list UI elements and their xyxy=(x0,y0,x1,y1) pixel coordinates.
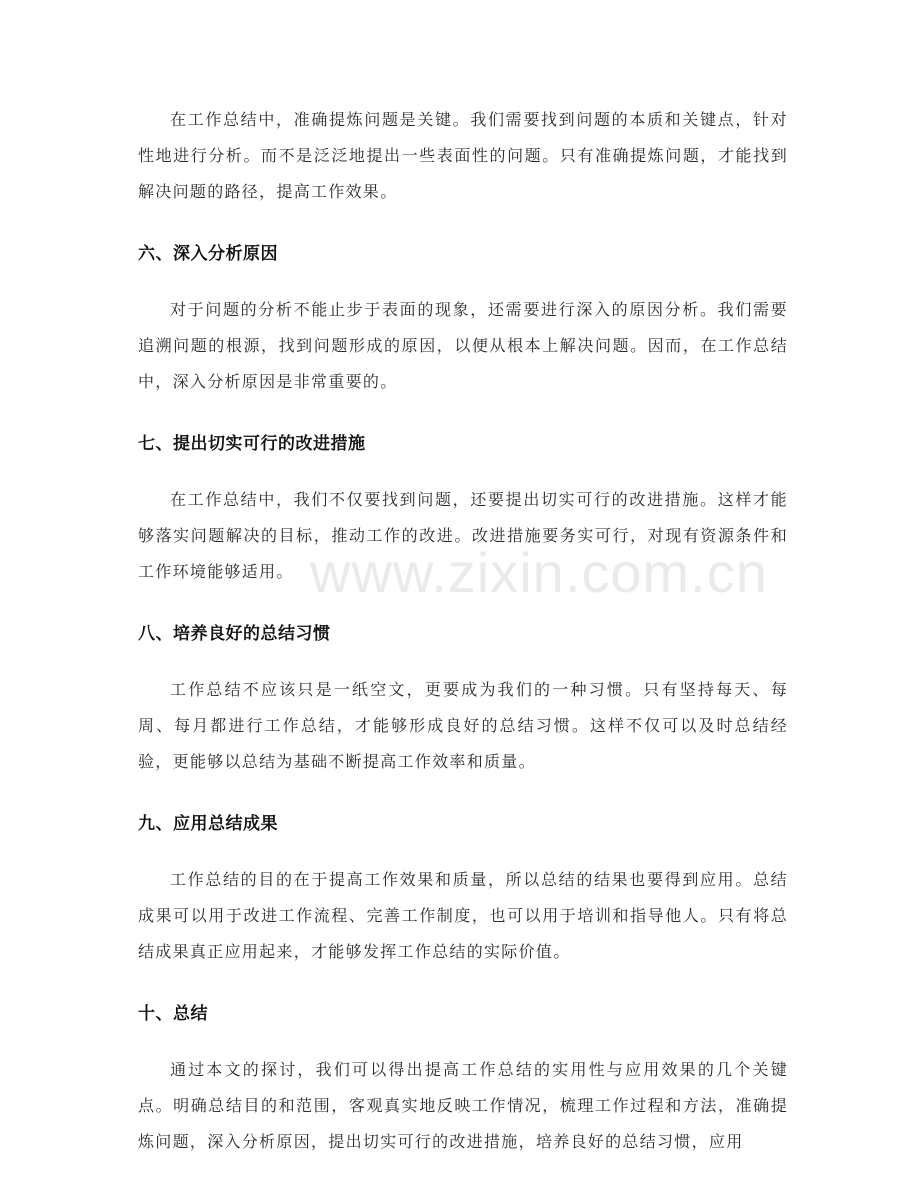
watermark: www.zixin.com.cn xyxy=(310,541,768,604)
paragraph-section-10: 通过本文的探讨，我们可以得出提高工作总结的实用性与应用效果的几个关键点。明确总结目的和范围，客观真实地反映工作情况，梳理工作过程和方法，准确提炼问题，深入分析原因，提出切实可行的改进措施，培养良好的总结习惯，应用 xyxy=(138,1060,788,1151)
paragraph-section-6: 对于问题的分析不能止步于表面的现象，还需要进行深入的原因分析。我们需要追溯问题的根源，找到问题形成的原因，以便从根本上解决问题。因而，在工作总结中，深入分析原因是非常重要的。 xyxy=(138,300,788,391)
heading-section-6: 六、深入分析原因 xyxy=(138,244,278,264)
document-body xyxy=(138,102,788,1188)
heading-section-10: 十、总结 xyxy=(138,1004,208,1024)
paragraph-section-9: 工作总结的目的在于提高工作效果和质量，所以总结的结果也要得到应用。总结成果可以用于改进工作流程、完善工作制度，也可以用于培训和指导他人。只有将总结成果真正应用起来，才能够发挥工作总结的实际价值。 xyxy=(138,870,788,961)
heading-section-9: 九、应用总结成果 xyxy=(138,814,278,834)
paragraph-section-7: 在工作总结中，我们不仅要找到问题，还要提出切实可行的改进措施。这样才能够落实问题解决的目标，推动工作的改进。改进措施要务实可行，对现有资源条件和工作环境能够适用。 xyxy=(138,490,788,581)
paragraph-section-8: 工作总结不应该只是一纸空文，更要成为我们的一种习惯。只有坚持每天、每周、每月都进行工作总结，才能够形成良好的总结习惯。这样不仅可以及时总结经验，更能够以总结为基础不断提高工作效率和质量。 xyxy=(138,680,788,771)
heading-section-8: 八、培养良好的总结习惯 xyxy=(138,624,331,644)
paragraph-problem-refining: 在工作总结中，准确提炼问题是关键。我们需要找到问题的本质和关键点，针对性地进行分析。而不是泛泛地提出一些表面性的问题。只有准确提炼问题，才能找到解决问题的路径，提高工作效果。 xyxy=(138,110,788,201)
heading-section-7: 七、提出切实可行的改进措施 xyxy=(138,434,366,454)
